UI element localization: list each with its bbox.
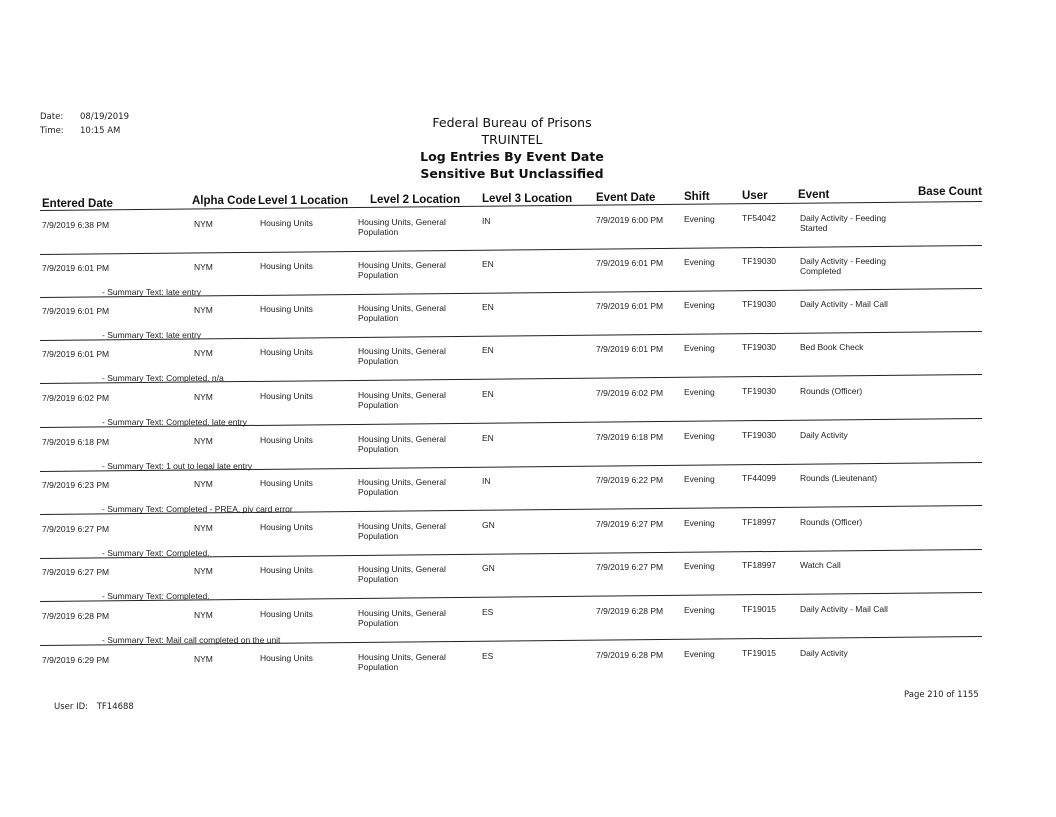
entered-date-cell: 7/9/2019 6:01 PM bbox=[42, 263, 110, 273]
level2-cell: Housing Units, General Population bbox=[358, 216, 446, 237]
shift-cell: Evening bbox=[684, 560, 715, 571]
level1-cell: Housing Units bbox=[260, 477, 313, 488]
col-level3: Level 3 Location bbox=[482, 193, 573, 205]
summary-text: - Summary Text: 1 out to legal late entry bbox=[102, 461, 253, 471]
user-cell: TF19015 bbox=[742, 648, 777, 659]
level1-cell: Housing Units bbox=[260, 564, 313, 575]
entered-date-cell: 7/9/2019 6:01 PM bbox=[42, 306, 110, 316]
level3-cell: EN bbox=[482, 301, 494, 312]
level2-cell: Housing Units, General Population bbox=[358, 389, 446, 410]
summary-text: - Summary Text: late entry bbox=[102, 287, 202, 297]
level1-cell: Housing Units bbox=[260, 608, 313, 619]
summary-text: - Summary Text: Completed. bbox=[102, 591, 210, 601]
entered-date-cell: 7/9/2019 6:28 PM bbox=[42, 611, 110, 621]
level2-cell: Housing Units, General Population bbox=[358, 302, 446, 323]
level2-cell: Housing Units, General Population bbox=[358, 259, 446, 280]
col-event: Event bbox=[798, 189, 830, 201]
col-alpha-code: Alpha Code bbox=[192, 195, 256, 207]
level2-cell: Housing Units, General Population bbox=[358, 651, 446, 672]
date-value: 08/19/2019 bbox=[80, 112, 129, 122]
report-title: Log Entries By Event Date bbox=[420, 149, 604, 164]
entered-date-cell: 7/9/2019 6:27 PM bbox=[42, 567, 110, 577]
user-cell: TF19015 bbox=[742, 604, 777, 615]
event-date-cell: 7/9/2019 6:02 PM bbox=[596, 387, 664, 398]
entered-date-cell: 7/9/2019 6:23 PM bbox=[42, 480, 110, 490]
level3-cell: EN bbox=[482, 388, 494, 399]
user-id-value: TF14688 bbox=[96, 702, 134, 712]
level3-cell: EN bbox=[482, 258, 494, 269]
alpha-code-cell: NYM bbox=[194, 565, 213, 576]
entered-date-cell: 7/9/2019 6:27 PM bbox=[42, 524, 110, 534]
shift-cell: Evening bbox=[684, 256, 715, 267]
col-base-count: Base Count bbox=[918, 186, 982, 198]
shift-cell: Evening bbox=[684, 386, 715, 397]
shift-cell: Evening bbox=[684, 299, 715, 310]
col-event-date: Event Date bbox=[596, 192, 656, 204]
alpha-code-cell: NYM bbox=[194, 653, 213, 664]
level2-cell: Housing Units, General Population bbox=[358, 520, 446, 541]
summary-text: - Summary Text: Completed - PREA. piv card error bbox=[102, 504, 293, 514]
level3-cell: ES bbox=[482, 650, 494, 661]
event-date-cell: 7/9/2019 6:22 PM bbox=[596, 474, 664, 485]
shift-cell: Evening bbox=[684, 648, 715, 659]
event-cell: Rounds (Officer) bbox=[800, 385, 863, 396]
event-cell: Daily Activity bbox=[800, 647, 848, 658]
alpha-code-cell: NYM bbox=[194, 261, 213, 272]
level3-cell: IN bbox=[482, 475, 491, 486]
summary-text: - Summary Text: Completed. bbox=[102, 548, 210, 558]
page-number: Page 210 of 1155 bbox=[904, 690, 979, 700]
event-date-cell: 7/9/2019 6:01 PM bbox=[596, 300, 664, 311]
alpha-code-cell: NYM bbox=[194, 522, 213, 533]
level1-cell: Housing Units bbox=[260, 521, 313, 532]
level3-cell: EN bbox=[482, 344, 494, 355]
shift-cell: Evening bbox=[684, 473, 715, 484]
level1-cell: Housing Units bbox=[260, 434, 313, 445]
event-cell: Rounds (Lieutenant) bbox=[800, 472, 878, 483]
classification: Sensitive But Unclassified bbox=[420, 166, 604, 181]
col-level2: Level 2 Location bbox=[370, 194, 461, 206]
event-date-cell: 7/9/2019 6:27 PM bbox=[596, 518, 664, 529]
user-cell: TF19030 bbox=[742, 386, 777, 397]
level2-cell: Housing Units, General Population bbox=[358, 476, 446, 497]
level3-cell: GN bbox=[482, 562, 495, 573]
event-date-cell: 7/9/2019 6:28 PM bbox=[596, 649, 664, 660]
user-cell: TF54042 bbox=[742, 213, 777, 224]
event-cell: Daily Activity - Feeding Completed bbox=[800, 255, 886, 276]
level2-cell: Housing Units, General Population bbox=[358, 345, 446, 366]
level3-cell: EN bbox=[482, 432, 494, 443]
col-shift: Shift bbox=[684, 191, 710, 203]
summary-text: - Summary Text: Mail call completed on the unit bbox=[102, 635, 281, 645]
entered-date-cell: 7/9/2019 6:02 PM bbox=[42, 393, 110, 403]
summary-text: - Summary Text: Completed. late entry bbox=[102, 417, 247, 427]
level1-cell: Housing Units bbox=[260, 303, 313, 314]
entered-date-cell: 7/9/2019 6:18 PM bbox=[42, 437, 110, 447]
user-cell: TF44099 bbox=[742, 473, 777, 484]
org-name: Federal Bureau of Prisons bbox=[432, 115, 592, 130]
level1-cell: Housing Units bbox=[260, 217, 313, 228]
alpha-code-cell: NYM bbox=[194, 435, 213, 446]
event-date-cell: 7/9/2019 6:00 PM bbox=[596, 214, 664, 225]
event-cell: Rounds (Officer) bbox=[800, 516, 863, 527]
level3-cell: ES bbox=[482, 606, 494, 617]
row-divider bbox=[40, 245, 982, 255]
alpha-code-cell: NYM bbox=[194, 304, 213, 315]
user-cell: TF18997 bbox=[742, 560, 777, 571]
summary-text: - Summary Text: late entry bbox=[102, 330, 202, 340]
event-date-cell: 7/9/2019 6:27 PM bbox=[596, 561, 664, 572]
col-user: User bbox=[742, 190, 768, 202]
entered-date-cell: 7/9/2019 6:01 PM bbox=[42, 349, 110, 359]
event-cell: Daily Activity bbox=[800, 429, 848, 440]
level1-cell: Housing Units bbox=[260, 260, 313, 271]
event-cell: Watch Call bbox=[800, 559, 841, 570]
level3-cell: GN bbox=[482, 519, 495, 530]
level2-cell: Housing Units, General Population bbox=[358, 433, 446, 454]
event-date-cell: 7/9/2019 6:18 PM bbox=[596, 431, 664, 442]
event-date-cell: 7/9/2019 6:01 PM bbox=[596, 343, 664, 354]
level2-cell: Housing Units, General Population bbox=[358, 607, 446, 628]
col-entered-date: Entered Date bbox=[42, 198, 113, 210]
summary-text: - Summary Text: Completed. n/a bbox=[102, 373, 224, 383]
entered-date-cell: 7/9/2019 6:38 PM bbox=[42, 220, 110, 230]
report-header bbox=[0, 114, 1024, 182]
event-date-cell: 7/9/2019 6:28 PM bbox=[596, 605, 664, 616]
col-level1: Level 1 Location bbox=[258, 195, 349, 207]
event-cell: Daily Activity - Mail Call bbox=[800, 298, 888, 309]
user-cell: TF19030 bbox=[742, 342, 777, 353]
user-cell: TF19030 bbox=[742, 430, 777, 441]
user-id bbox=[54, 702, 134, 712]
level1-cell: Housing Units bbox=[260, 390, 313, 401]
user-cell: TF18997 bbox=[742, 517, 777, 528]
shift-cell: Evening bbox=[684, 517, 715, 528]
system-name: TRUINTEL bbox=[481, 132, 543, 147]
shift-cell: Evening bbox=[684, 604, 715, 615]
alpha-code-cell: NYM bbox=[194, 218, 213, 229]
alpha-code-cell: NYM bbox=[194, 478, 213, 489]
level1-cell: Housing Units bbox=[260, 346, 313, 357]
event-cell: Bed Book Check bbox=[800, 341, 864, 352]
level3-cell: IN bbox=[482, 215, 491, 226]
shift-cell: Evening bbox=[684, 342, 715, 353]
date-label: Date: bbox=[40, 112, 64, 122]
event-cell: Daily Activity - Feeding Started bbox=[800, 212, 886, 233]
alpha-code-cell: NYM bbox=[194, 609, 213, 620]
user-id-label: User ID: bbox=[54, 702, 88, 712]
entered-date-cell: 7/9/2019 6:29 PM bbox=[42, 655, 110, 665]
user-cell: TF19030 bbox=[742, 299, 777, 310]
level2-cell: Housing Units, General Population bbox=[358, 563, 446, 584]
event-cell: Daily Activity - Mail Call bbox=[800, 603, 888, 614]
time-label: Time: bbox=[40, 126, 64, 136]
event-date-cell: 7/9/2019 6:01 PM bbox=[596, 257, 664, 268]
level1-cell: Housing Units bbox=[260, 652, 313, 663]
shift-cell: Evening bbox=[684, 430, 715, 441]
alpha-code-cell: NYM bbox=[194, 391, 213, 402]
time-value: 10:15 AM bbox=[80, 126, 121, 136]
shift-cell: Evening bbox=[684, 213, 715, 224]
user-cell: TF19030 bbox=[742, 256, 777, 267]
alpha-code-cell: NYM bbox=[194, 347, 213, 358]
